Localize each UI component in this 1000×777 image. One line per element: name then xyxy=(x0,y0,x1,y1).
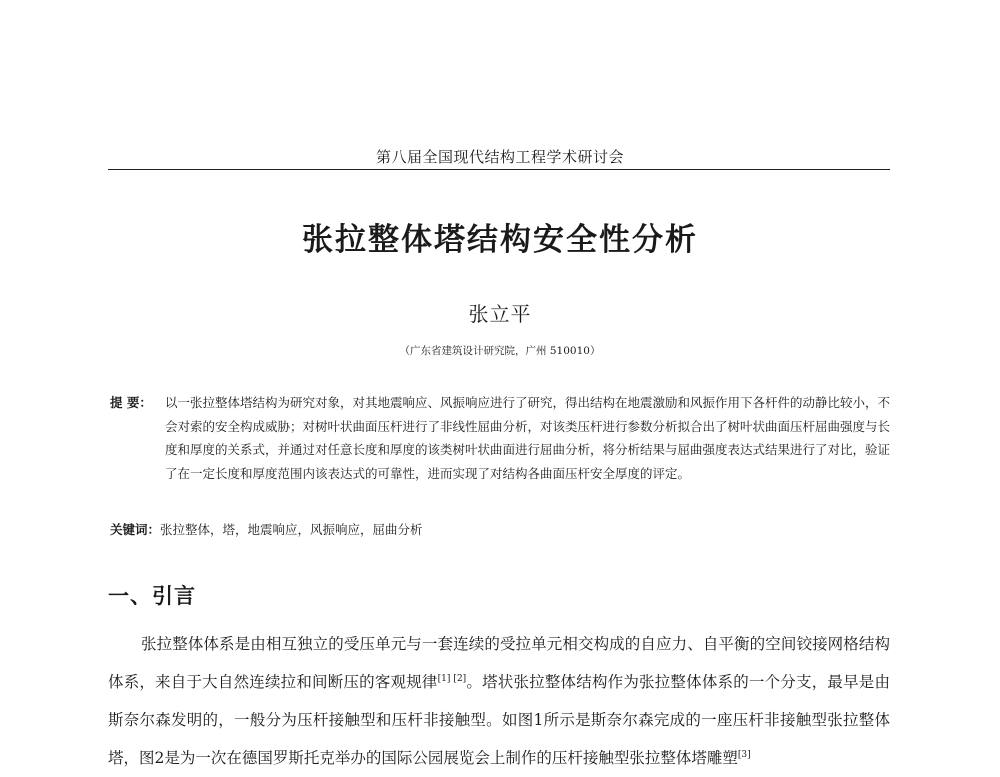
citation-3: [3] xyxy=(737,750,751,760)
keywords-text: 张拉整体，塔，地震响应，风振响应，屈曲分析 xyxy=(160,522,423,537)
paragraph-text-part-2: 。塔状张拉整体结构作为张拉整体体系的一个分支，最早是由斯奈尔森发明的，一般分为压杆接触型和压杆非接触型。如图1所示是斯奈尔森完成的一座压杆非接触型张拉整体塔，图2是为一次在德国罗斯托克举办的国际公园展览会上制作的压杆接触型张拉整体塔雕塑 xyxy=(108,673,890,767)
paragraph-text-part-1: 张拉整体体系是由相互独立的受压单元与一套连续的受拉单元相交构成的自应力、自平衡的空间铰接网格结构体系，来自于大自然连续拉和间断压的客观规律 xyxy=(108,635,890,691)
header-rule xyxy=(108,169,890,170)
paper-title: 张拉整体塔结构安全性分析 xyxy=(302,222,698,258)
introduction-paragraph xyxy=(108,625,890,777)
author-affiliation: （广东省建筑设计研究院，广州 510010） xyxy=(399,345,601,357)
citation-1-2: [1] [2] xyxy=(437,674,467,684)
conference-header: 第八届全国现代结构工程学术研讨会 xyxy=(375,148,624,166)
keywords-label: 关键词： xyxy=(110,522,161,537)
abstract xyxy=(110,391,890,485)
section-heading-introduction: 一、引言 xyxy=(108,584,196,608)
paper-author: 张立平 xyxy=(468,302,532,326)
keywords xyxy=(110,518,890,541)
abstract-text: 以一张拉整体塔结构为研究对象，对其地震响应、风振响应进行了研究，得出结构在地震激励和风振作用下各杆件的动静比较小，不会对索的安全构成威胁；对树叶状曲面压杆进行了非线性屈曲分析，对该类压杆进行参数分析拟合出了树叶状曲面压杆屈曲强度与长度和厚度的关系式，并通过对任意长度和厚度的该类树叶状曲面进行屈曲分析，将分析结果与屈曲强度表达式结果进行了对比，验证了在一定长度和厚度范围内该表达式的可靠性，进而实现了对结构各曲面压杆安全厚度的评定。 xyxy=(165,395,891,481)
abstract-label: 提 要： xyxy=(110,395,152,410)
